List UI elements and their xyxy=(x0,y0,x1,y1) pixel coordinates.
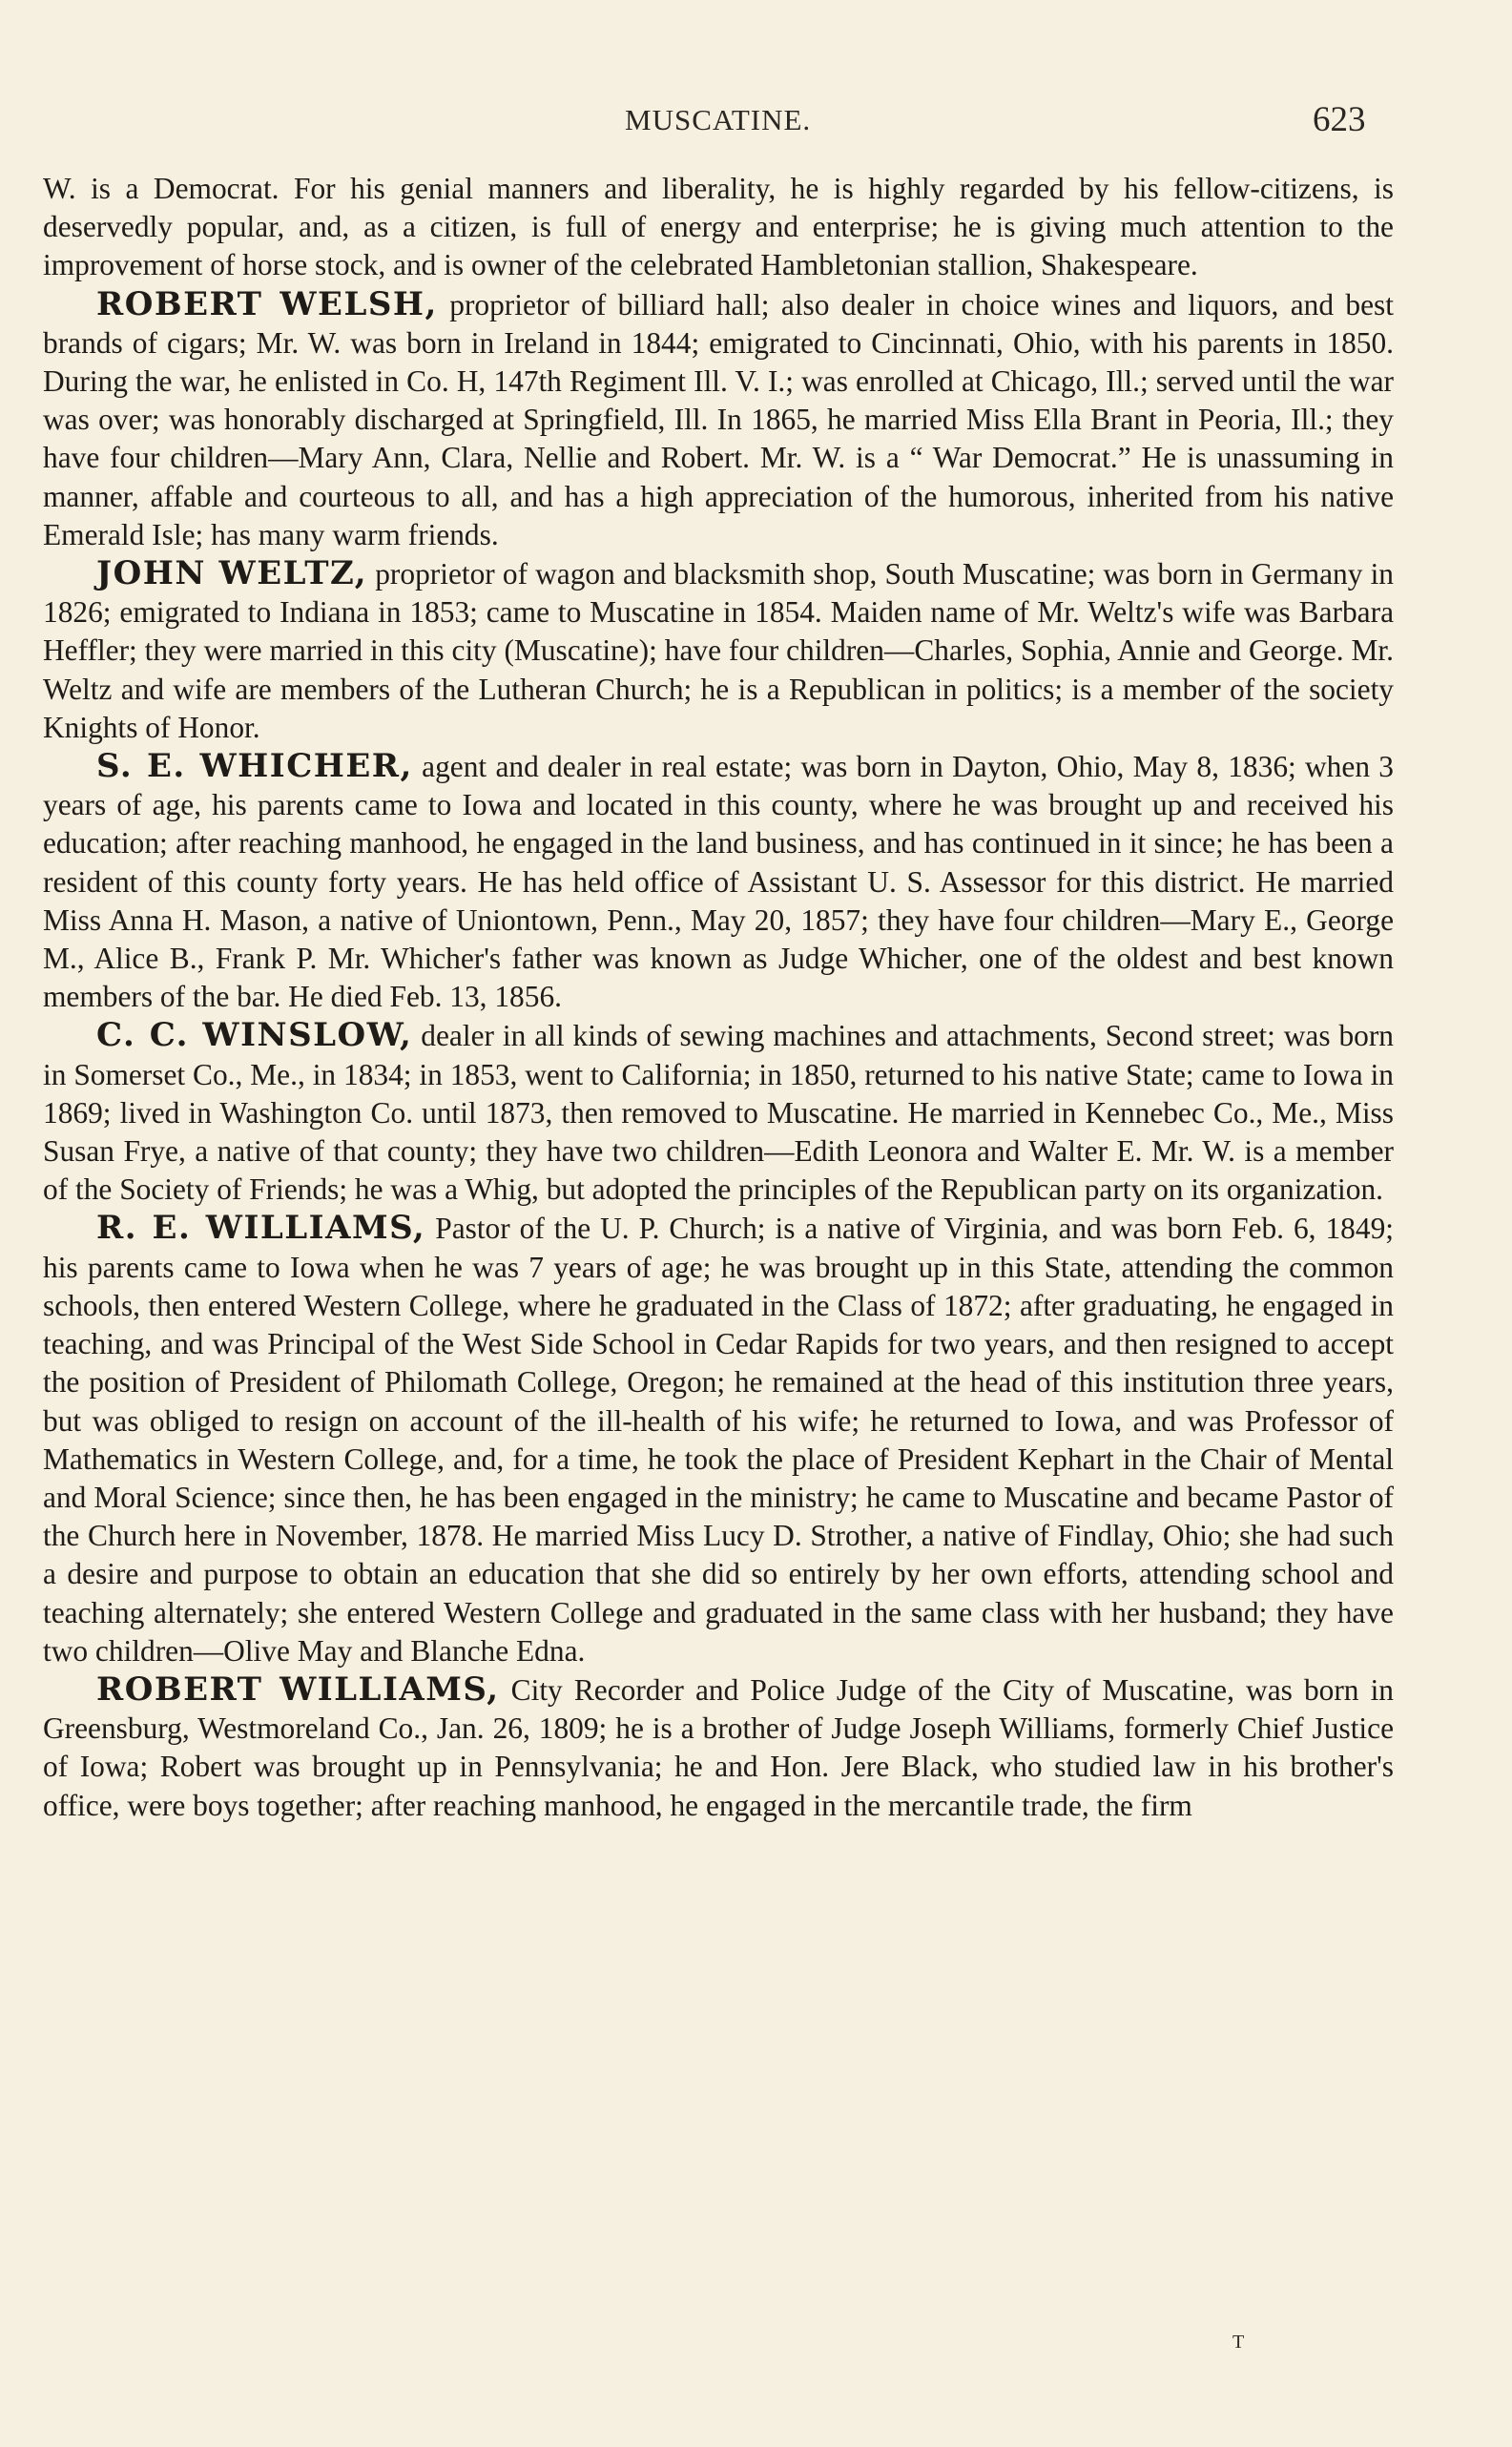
entry-c-c-winslow xyxy=(43,1016,1394,1209)
entry-r-e-williams xyxy=(43,1209,1394,1669)
entry-name: JOHN WELTZ, xyxy=(96,554,368,593)
body-text xyxy=(43,170,1394,1825)
running-head xyxy=(0,100,1512,149)
entry-text: Pastor of the U. P. Church; is a native of Virginia, and was born Feb. 6, 1849; his parents came to Iowa when he was 7 years of age; he was brought up in this State, attending the common schools, then entered Western College, where he graduated in the Class of 1872; after graduating, he engaged in teaching, and was Principal of the West Side School in Cedar Rapids for two years, and then resigned to accept the position of President of Philomath College, Oregon; he remained at the head of this institution three years, but was obliged to resign on account of the ill-health of his wife; he returned to Iowa, and was Professor of Mathematics in Western College, and, for a time, he took the place of President Kephart in the Chair of Mental and Moral Science; since then, he has been engaged in the ministry; he came to Muscatine and became Pastor of the Church here in November, 1878. He married Miss Lucy D. Strother, a native of Findlay, Ohio; she had such a desire and purpose to obtain an education that she did so entirely by her own efforts, attending school and teaching alternately; she entered Western College and graduated in the same class with her husband; they have two children—Olive May and Blanche Edna. xyxy=(43,1212,1394,1668)
entry-text: dealer in all kinds of sewing machines and attachments, Second street; was born in Somerset Co., Me., in 1834; in 1853, went to California; in 1850, returned to his native State; came to Iowa in 1869; lived in Washington Co. until 1873, then removed to Muscatine. He married in Kennebec Co., Me., Miss Susan Frye, a native of that county; they have two children—Edith Leonora and Walter E. Mr. W. is a member of the Society of Friends; he was a Whig, but adopted the principles of the Republican party on its organization. xyxy=(43,1019,1394,1207)
entry-name: R. E. WILLIAMS, xyxy=(96,1209,426,1248)
entry-text: agent and dealer in real estate; was born in Dayton, Ohio, May 8, 1836; when 3 years of age, his parents came to Iowa and located in this county, where he was brought up and received his education; after reaching manhood, he engaged in the land business, and has continued in it since; he has been a resident of this county forty years. He has held office of Assistant U. S. Assessor for this district. He married Miss Anna H. Mason, a native of Uniontown, Penn., May 20, 1857; they have four children—Mary E., George M., Alice B., Frank P. Mr. Whicher's father was known as Judge Whicher, one of the oldest and best known members of the bar. He died Feb. 13, 1856. xyxy=(43,750,1394,1014)
entry-text: proprietor of billiard hall; also dealer in choice wines and liquors, and best brands of cigars; Mr. W. was born in Ireland in 1844; emigrated to Cincinnati, Ohio, with his parents in 1850. During the war, he enlisted in Co. H, 147th Regiment Ill. V. I.; was enrolled at Chicago, Ill.; served until the war was over; was honorably discharged at Springfield, Ill. In 1865, he married Miss Ella Brant in Peoria, Ill.; they have four children—Mary Ann, Clara, Nellie and Robert. Mr. W. is a “ War Democrat.” He is unassuming in manner, affable and courteous to all, and has a high appreciation of the humorous, inherited from his native Emerald Isle; has many warm friends. xyxy=(43,287,1394,551)
entry-john-weltz xyxy=(43,554,1394,747)
entry-name: C. C. WINSLOW, xyxy=(96,1016,413,1055)
entry-text: proprietor of wagon and blacksmith shop, South Muscatine; was born in Germany in 1826; emigrated to Indiana in 1853; came to Muscatine in 1854. Maiden name of Mr. Weltz's wife was Barbara Heffler; they were married in this city (Muscatine); have four children—Charles, Sophia, Annie and George. Mr. Weltz and wife are members of the Lutheran Church; he is a Republican in politics; is a member of the society Knights of Honor. xyxy=(43,557,1394,744)
entry-text: City Recorder and Police Judge of the City of Muscatine, was born in Greensburg, Westmoreland Co., Jan. 26, 1809; he is a brother of Judge Joseph Williams, formerly Chief Justice of Iowa; Robert was brought up in Pennsylvania; he and Hon. Jere Black, who studied law in his brother's office, were boys together; after reaching manhood, he engaged in the mercantile trade, the firm xyxy=(43,1672,1395,1822)
entry-robert-williams xyxy=(43,1670,1394,1825)
entry-name: ROBERT WILLIAMS, xyxy=(96,1669,500,1709)
signature-mark: T xyxy=(1232,2332,1245,2353)
running-head-title: MUSCATINE. xyxy=(625,103,812,136)
paragraph-text: W. is a Democrat. For his genial manners and liberality, he is highly regarded by his fellow-citizens, is deservedly popular, and, as a citizen, is full of energy and enterprise; he is giving much attention to the improvement of horse stock, and is owner of the celebrated Hambletonian stallion, Shakespeare. xyxy=(43,172,1394,282)
page-number: 623 xyxy=(1313,100,1366,139)
entry-robert-welsh xyxy=(43,285,1394,554)
paragraph-continuation xyxy=(43,170,1394,285)
entry-name: S. E. WHICHER, xyxy=(96,747,413,786)
entry-name: ROBERT WELSH, xyxy=(96,284,438,323)
entry-s-e-whicher xyxy=(43,747,1394,1016)
